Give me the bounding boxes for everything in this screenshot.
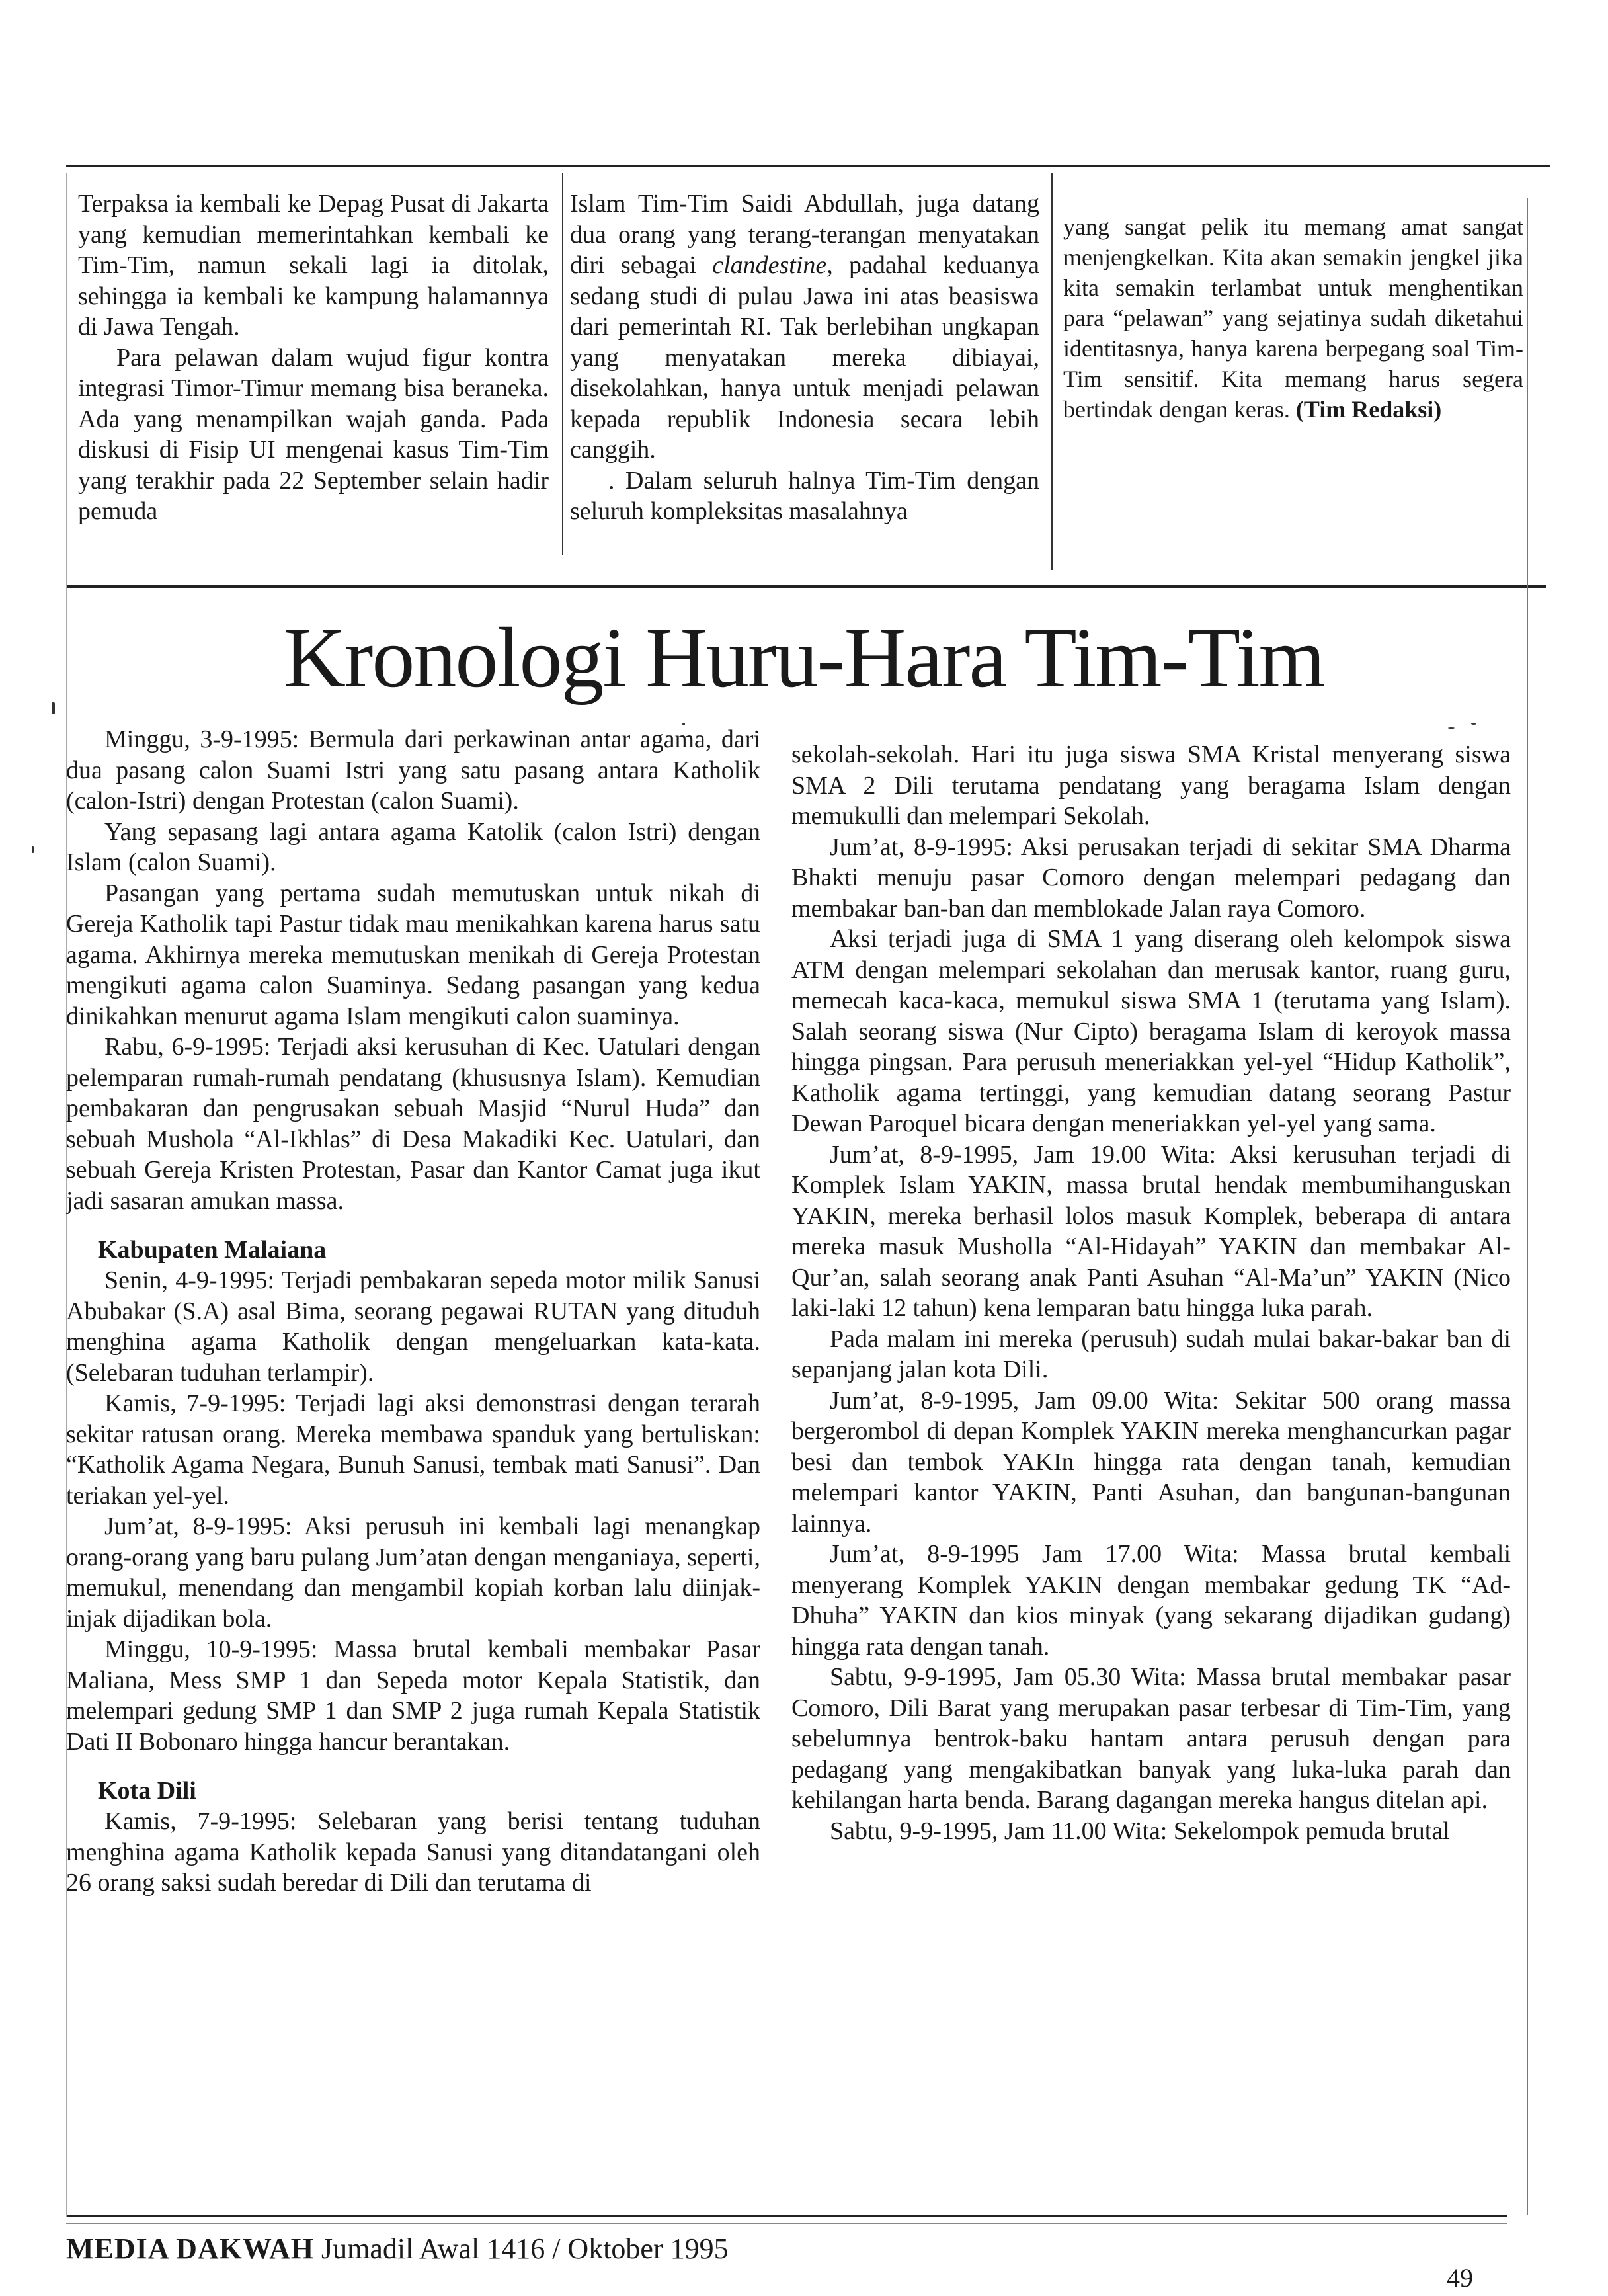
article-paragraph: sekolah-sekolah. Hari itu juga siswa SMA Kristal menyerang siswa SMA 2 Dili terutama pendatang yang beragama Islam dengan memukulli dan melempari Sekolah. [791, 741, 1511, 830]
article-headline: Kronologi Huru-Hara Tim-Tim [284, 610, 1324, 706]
article-paragraph: Minggu, 10-9-1995: Massa brutal kembali membakar Pasar Maliana, Mess SMP 1 dan Sepeda motor Kepala Statistik, dan melempari gedung SMP 1 dan SMP 2 juga rumah Kepala Statistik Dati II Bobonaro hingga hancur berantakan. [66, 1635, 760, 1756]
footer-rule-dashed [66, 2223, 1508, 2224]
column-separator-2 [1051, 173, 1053, 570]
section-heading: Kabupaten Malaiana [98, 1236, 327, 1264]
article-left-column [66, 724, 760, 2205]
article-paragraph: Pasangan yang pertama sudah memutuskan untuk nikah di Gereja Katholik tapi Pastur tidak mau menikahkan karena harus satu agama. Akhirnya mereka memutuskan menikah di Gereja Protestan mengikuti agama calon Suaminya. Sedang pasangan yang kedua dinikahkan menurut agama Islam mengikuti calon suaminya. [66, 879, 760, 1030]
section-heading: Kota Dili [98, 1777, 196, 1805]
article-right-column [791, 739, 1511, 2207]
section-divider-rule [66, 585, 1546, 588]
top-col2-italic-term: clandestine, [712, 251, 833, 279]
top-column-1 [78, 188, 549, 559]
footer-masthead [66, 2232, 729, 2266]
article-paragraph: Jum’at, 8-9-1995, Jam 09.00 Wita: Sekitar 500 orang massa bergerombol di depan Komplek YAKIN mereka menghancurkan pagar besi dan tembok YAKIn hingga rata dengan tanah, kemudian melempari kantor YAKIN, Panti Asuhan, dan bangunan-bangunan lainnya. [791, 1386, 1511, 1538]
top-col2-text-b: padahal keduanya sedang studi di pulau Jawa ini atas beasiswa dari pemerintah RI. Tak berlebihan ungkapan yang menyatakan mereka dibiayai, disekolahkan, hanya untuk menjadi pelawan kepada republik Indonesia secara lebih canggih. [570, 251, 1039, 464]
top-col1-paragraph-2: Para pelawan dalam wujud figur kontra integrasi Timor-Timur memang bisa beraneka. Ada yang menampilkan wajah ganda. Pada diskusi di Fisip UI mengenai kasus Tim-Tim yang terakhir pada 22 September selain hadir pemuda [78, 343, 549, 525]
top-rule [66, 165, 1550, 167]
article-paragraph: Sabtu, 9-9-1995, Jam 11.00 Wita: Sekelompok pemuda brutal [830, 1817, 1450, 1845]
top-col3-text: yang sangat pelik itu memang amat sangat menjengkelkan. Kita akan semakin jengkel jika kita semakin terlambat untuk menghentikan para “pelawan” yang sejatinya sudah diketahui identitasnya, hanya karena berpegang soal Tim-Tim sensitif. Kita memang harus segera bertindak dengan keras. [1063, 214, 1523, 423]
top-col1-paragraph-1: Terpaksa ia kembali ke Depag Pusat di Jakarta yang kemudian memerintahkan kembali ke Tim-Tim, namun sekali lagi ia ditolak, sehingga ia kembali ke kampung halamannya di Jawa Tengah. [78, 190, 549, 341]
article-paragraph: Kamis, 7-9-1995: Selebaran yang berisi tentang tuduhan menghina agama Katholik kepada Sanusi yang ditandatangani oleh 26 orang saksi sudah beredar di Dili dan terutama di [66, 1807, 760, 1897]
issue-date: Jumadil Awal 1416 / Oktober 1995 [321, 2233, 729, 2265]
footer-rule [66, 2215, 1508, 2217]
article-paragraph: Rabu, 6-9-1995: Terjadi aksi kerusuhan di Kec. Uatulari dengan pelemparan rumah-rumah pendatang (khususnya Islam). Kemudian pembakaran dan pengrusakan sebuah Masjid “Nurul Huda” dan sebuah Mushola “Al-Ikhlas” di Desa Makadiki Kec. Uatulari, dan sebuah Gereja Kristen Protestan, Pasar dan Kantor Camat juga ikut jadi sasaran amukan massa. [66, 1033, 760, 1215]
magazine-name: MEDIA DAKWAH [66, 2233, 315, 2265]
article-paragraph: Jum’at, 8-9-1995, Jam 19.00 Wita: Aksi kerusuhan terjadi di Komplek Islam YAKIN, massa brutal hendak membumihanguskan YAKIN, mereka berhasil lolos masuk Komplek, beberapa di antara mereka masuk Musholla “Al-Hidayah” YAKIN dan membakar Al-Qur’an, salah seorang anak Panti Asuhan “Al-Ma’un” YAKIN (Nico laki-laki 12 tahun) kena lemparan batu hingga luka parah. [791, 1140, 1511, 1322]
top-col2-paragraph-2: . Dalam seluruh halnya Tim-Tim dengan seluruh kompleksitas masalahnya [570, 466, 1039, 525]
article-paragraph: Senin, 4-9-1995: Terjadi pembakaran sepeda motor milik Sanusi Abubakar (S.A) asal Bima, seorang pegawai RUTAN yang dituduh menghina agama Katholik dengan mengeluarkan kata-kata. (Selebaran tuduhan terlampir). [66, 1266, 760, 1387]
page-number: 49 [1447, 2263, 1473, 2293]
top-col2-text-a: Islam Tim-Tim Saidi Abdullah, juga datang dua orang yang terang-terangan menyatakan diri sebagai [570, 190, 1039, 279]
article-paragraph: Kamis, 7-9-1995: Terjadi lagi aksi demonstrasi dengan terarah sekitar ratusan orang. Mereka membawa spanduk yang bertuliskan: “Katholik Agama Negara, Bunuh Sanusi, tembak mati Sanusi”. Dan teriakan yel-yel. [66, 1389, 760, 1510]
article-paragraph: Sabtu, 9-9-1995, Jam 05.30 Wita: Massa brutal membakar pasar Comoro, Dili Barat yang merupakan pasar terbesar di Tim-Tim, yang sebelumnya bentrok-baku hantam antara perusuh dengan para pedagang yang mengakibatkan banyak yang luka-luka parah dan kehilangan harta benda. Barang dagangan mereka hangus ditelan api. [791, 1663, 1511, 1814]
column-separator-1 [562, 173, 563, 555]
top-column-2 [570, 188, 1039, 572]
scan-speck [1471, 723, 1476, 725]
top-col3-paragraph [1063, 212, 1523, 425]
scan-speck [32, 846, 34, 853]
article-paragraph: Jum’at, 8-9-1995: Aksi perusakan terjadi di sekitar SMA Dharma Bhakti menuju pasar Comoro dengan melempari pedagang dan membakar ban-ban dan memblokade Jalan raya Comoro. [791, 833, 1511, 922]
scan-speck [1448, 727, 1455, 729]
article-paragraph: Pada malam ini mereka (perusuh) sudah mulai bakar-bakar ban di sepanjang jalan kota Dili. [791, 1325, 1511, 1383]
article-paragraph: Minggu, 3-9-1995: Bermula dari perkawinan antar agama, dari dua pasang calon Suami Istri yang satu pasang antara Katholik (calon-Istri) dengan Protestan (calon Suami). [66, 725, 760, 815]
scan-speck [52, 702, 55, 714]
signature: (Tim Redaksi) [1295, 396, 1442, 423]
article-paragraph: Jum’at, 8-9-1995 Jam 17.00 Wita: Massa brutal kembali menyerang Komplek YAKIN dengan membakar gedung TK “Ad-Dhuha” YAKIN dan kios minyak (yang sekarang dijadikan gudang) hingga rata dengan tanah. [791, 1540, 1511, 1660]
right-margin-line [1527, 198, 1528, 2215]
article-paragraph: Jum’at, 8-9-1995: Aksi perusuh ini kembali lagi menangkap orang-orang yang baru pulang Jum’atan dengan menganiaya, seperti, memukul, menendang dan mengambil kopiah korban lalu diinjak-injak dijadikan bola. [66, 1512, 760, 1633]
top-col2-paragraph-1 [570, 188, 1039, 466]
article-paragraph: Aksi terjadi juga di SMA 1 yang diserang oleh kelompok siswa ATM dengan melempari sekolahan dan merusak kantor, ruang guru, memecah kaca-kaca, memukul siswa SMA 1 (terutama yang Islam). Salah seorang siswa (Nur Cipto) beragama Islam di keroyok massa hingga pingsan. Para perusuh meneriakkan yel-yel “Hidup Katholik”, Katholik agama tertinggi, yang kemudian datang seorang Pastur Dewan Paroquel bicara dengan meneriakkan yel-yel yang sama. [791, 925, 1511, 1137]
top-column-3 [1063, 212, 1523, 522]
scan-speck [682, 723, 685, 725]
article-paragraph: Yang sepasang lagi antara agama Katolik (calon Istri) dengan Islam (calon Suami). [66, 817, 760, 876]
